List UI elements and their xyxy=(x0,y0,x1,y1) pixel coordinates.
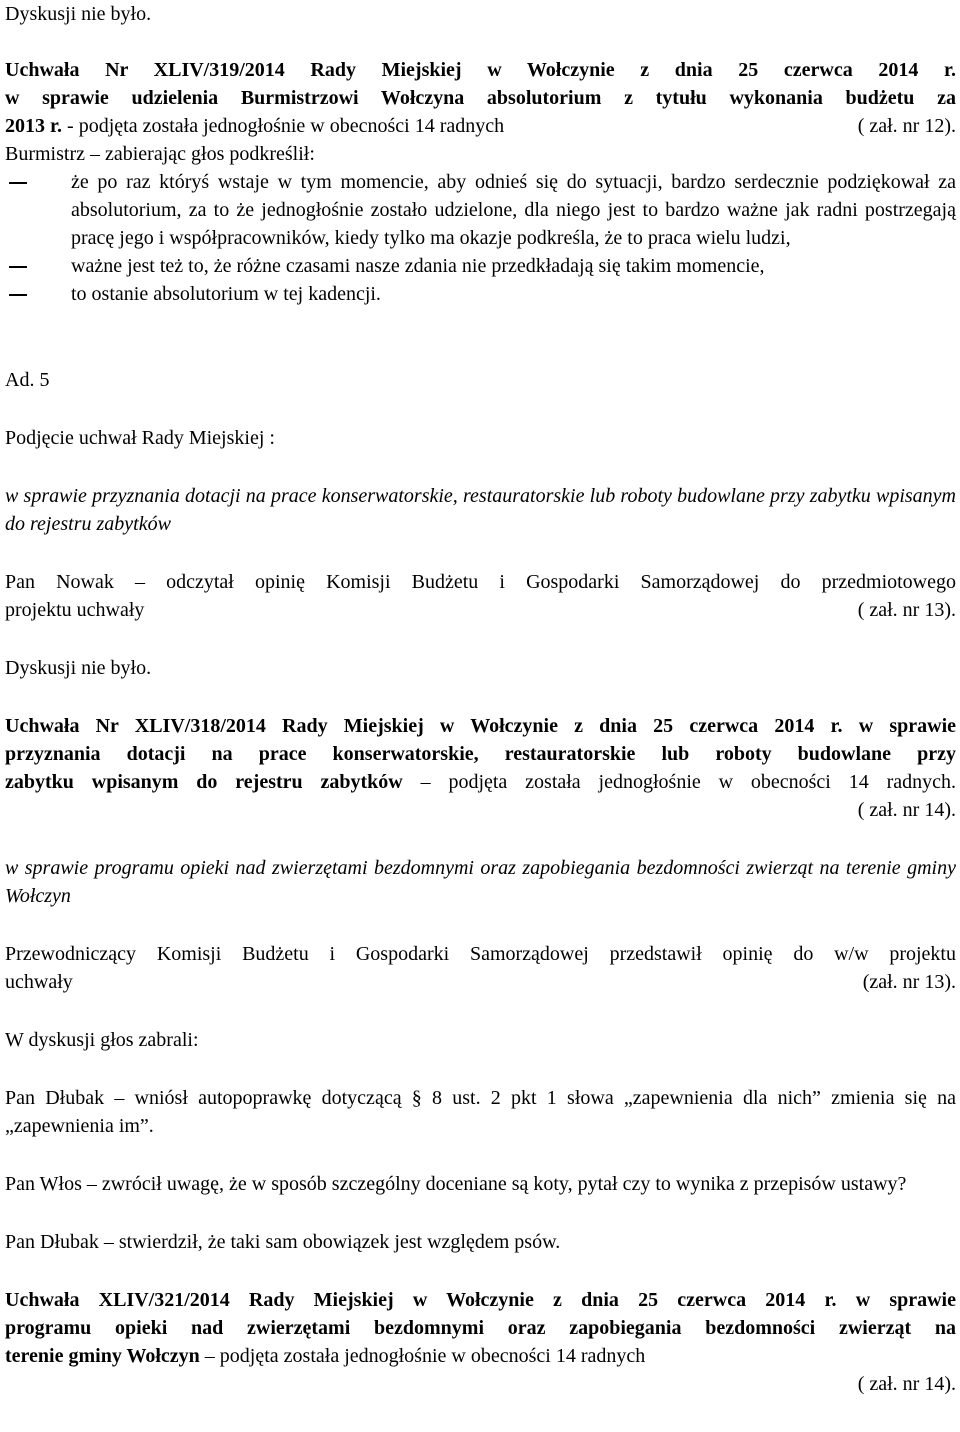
attachment-ref-13b: (zał. nr 13). xyxy=(862,971,956,993)
resolution-318-line2: przyznania dotacji na prace konserwatorskie, restauratorskie lub roboty budowlane przy xyxy=(5,743,956,765)
discussion-intro: W dyskusji głos zabrali: xyxy=(5,1029,199,1051)
topic-animal-care: w sprawie programu opieki nad zwierzętami bezdomnymi oraz zapobiegania bezdomności zwierząt na terenie gminy Wołczyn xyxy=(5,857,956,907)
resolution-319-status: - podjęta została jednogłośnie w obecności 14 radnych xyxy=(62,115,505,137)
resolution-319-line3 xyxy=(5,112,956,140)
statement-dlubak-1: Pan Dłubak – wniósł autopoprawkę dotyczącą § 8 ust. 2 pkt 1 słowa „zapewnienia dla nich” zmienia się na „zapewnienia im”. xyxy=(5,1087,956,1137)
statement-wlos: Pan Włos – zwrócił uwagę, że w sposób szczególny doceniane są koty, pytał czy to wynika z przepisów ustawy? xyxy=(5,1173,907,1195)
attachment-ref-13: ( zał. nr 13). xyxy=(857,599,956,621)
no-discussion-text-2: Dyskusji nie było. xyxy=(5,657,152,679)
attachment-ref-14b: ( zał. nr 14). xyxy=(857,1373,956,1395)
resolution-318-line1: Uchwała Nr XLIV/318/2014 Rady Miejskiej w Wołczynie z dnia 25 czerwca 2014 r. w sprawie xyxy=(5,715,956,737)
statement-dlubak-2: Pan Dłubak – stwierdził, że taki sam obowiązek jest względem psów. xyxy=(5,1231,561,1253)
no-discussion-text: Dyskusji nie było. xyxy=(5,3,152,25)
resolution-319-title-line2: w sprawie udzielenia Burmistrzowi Wołczyna absolutorium z tytułu wykonania budżetu za xyxy=(5,87,956,109)
topic-monument-grants: w sprawie przyznania dotacji na prace konserwatorskie, restauratorskie lub roboty budowlane przy zabytku wpisanym do rejestru zabytków xyxy=(5,485,956,535)
list-item: to ostanie absolutorium w tej kadencji. xyxy=(71,283,381,305)
resolution-318-line3: zabytku wpisanym do rejestru zabytków – podjęta została jednogłośnie w obecności 14 radnych. xyxy=(5,771,956,793)
attachment-ref-12: ( zał. nr 12). xyxy=(857,115,956,137)
resolution-319 xyxy=(5,56,956,140)
opinion-chairman xyxy=(5,940,956,996)
section-heading: Podjęcie uchwał Rady Miejskiej : xyxy=(5,427,275,449)
resolution-321-line1: Uchwała XLIV/321/2014 Rady Miejskiej w Wołczynie z dnia 25 czerwca 2014 r. w sprawie xyxy=(5,1289,956,1311)
opinion-chairman-line1: Przewodniczący Komisji Budżetu i Gospodarki Samorządowej przedstawił opinię do w/w projektu xyxy=(5,943,956,965)
mayor-statements-list xyxy=(5,168,956,308)
mayor-intro: Burmistrz – zabierając głos podkreślił: xyxy=(5,143,315,165)
resolution-318 xyxy=(5,712,956,824)
resolution-321-line2: programu opieki nad zwierzętami bezdomnymi oraz zapobiegania bezdomności zwierząt na xyxy=(5,1317,956,1339)
opinion-nowak-line2: projektu uchwały xyxy=(5,599,145,621)
opinion-nowak-line1: Pan Nowak – odczytał opinię Komisji Budżetu i Gospodarki Samorządowej do przedmiotowego xyxy=(5,571,956,593)
attachment-ref-14: ( zał. nr 14). xyxy=(857,799,956,821)
list-item: ważne jest też to, że różne czasami nasze zdania nie przedkładają się takim momencie, xyxy=(71,255,765,277)
resolution-319-title-line1: Uchwała Nr XLIV/319/2014 Rady Miejskiej w Wołczynie z dnia 25 czerwca 2014 r. xyxy=(5,59,956,81)
opinion-nowak xyxy=(5,568,956,624)
resolution-319-year: 2013 r. xyxy=(5,115,63,137)
agenda-item-number: Ad. 5 xyxy=(5,369,50,391)
list-item: że po raz któryś wstaje w tym momencie, aby odnieś się do sytuacji, bardzo serdecznie podziękował za absolutorium, za to że jednogłośnie zostało udzielone, dla niego jest to bardzo ważne jak radni postrzegają pracę jego i współpracowników, kiedy tylko ma okazje podkreśla, że to praca wielu ludzi, xyxy=(71,171,956,249)
opinion-chairman-line2: uchwały xyxy=(5,971,73,993)
resolution-321-line3: terenie gminy Wołczyn – podjęta została jednogłośnie w obecności 14 radnych xyxy=(5,1345,646,1367)
resolution-321 xyxy=(5,1286,956,1398)
